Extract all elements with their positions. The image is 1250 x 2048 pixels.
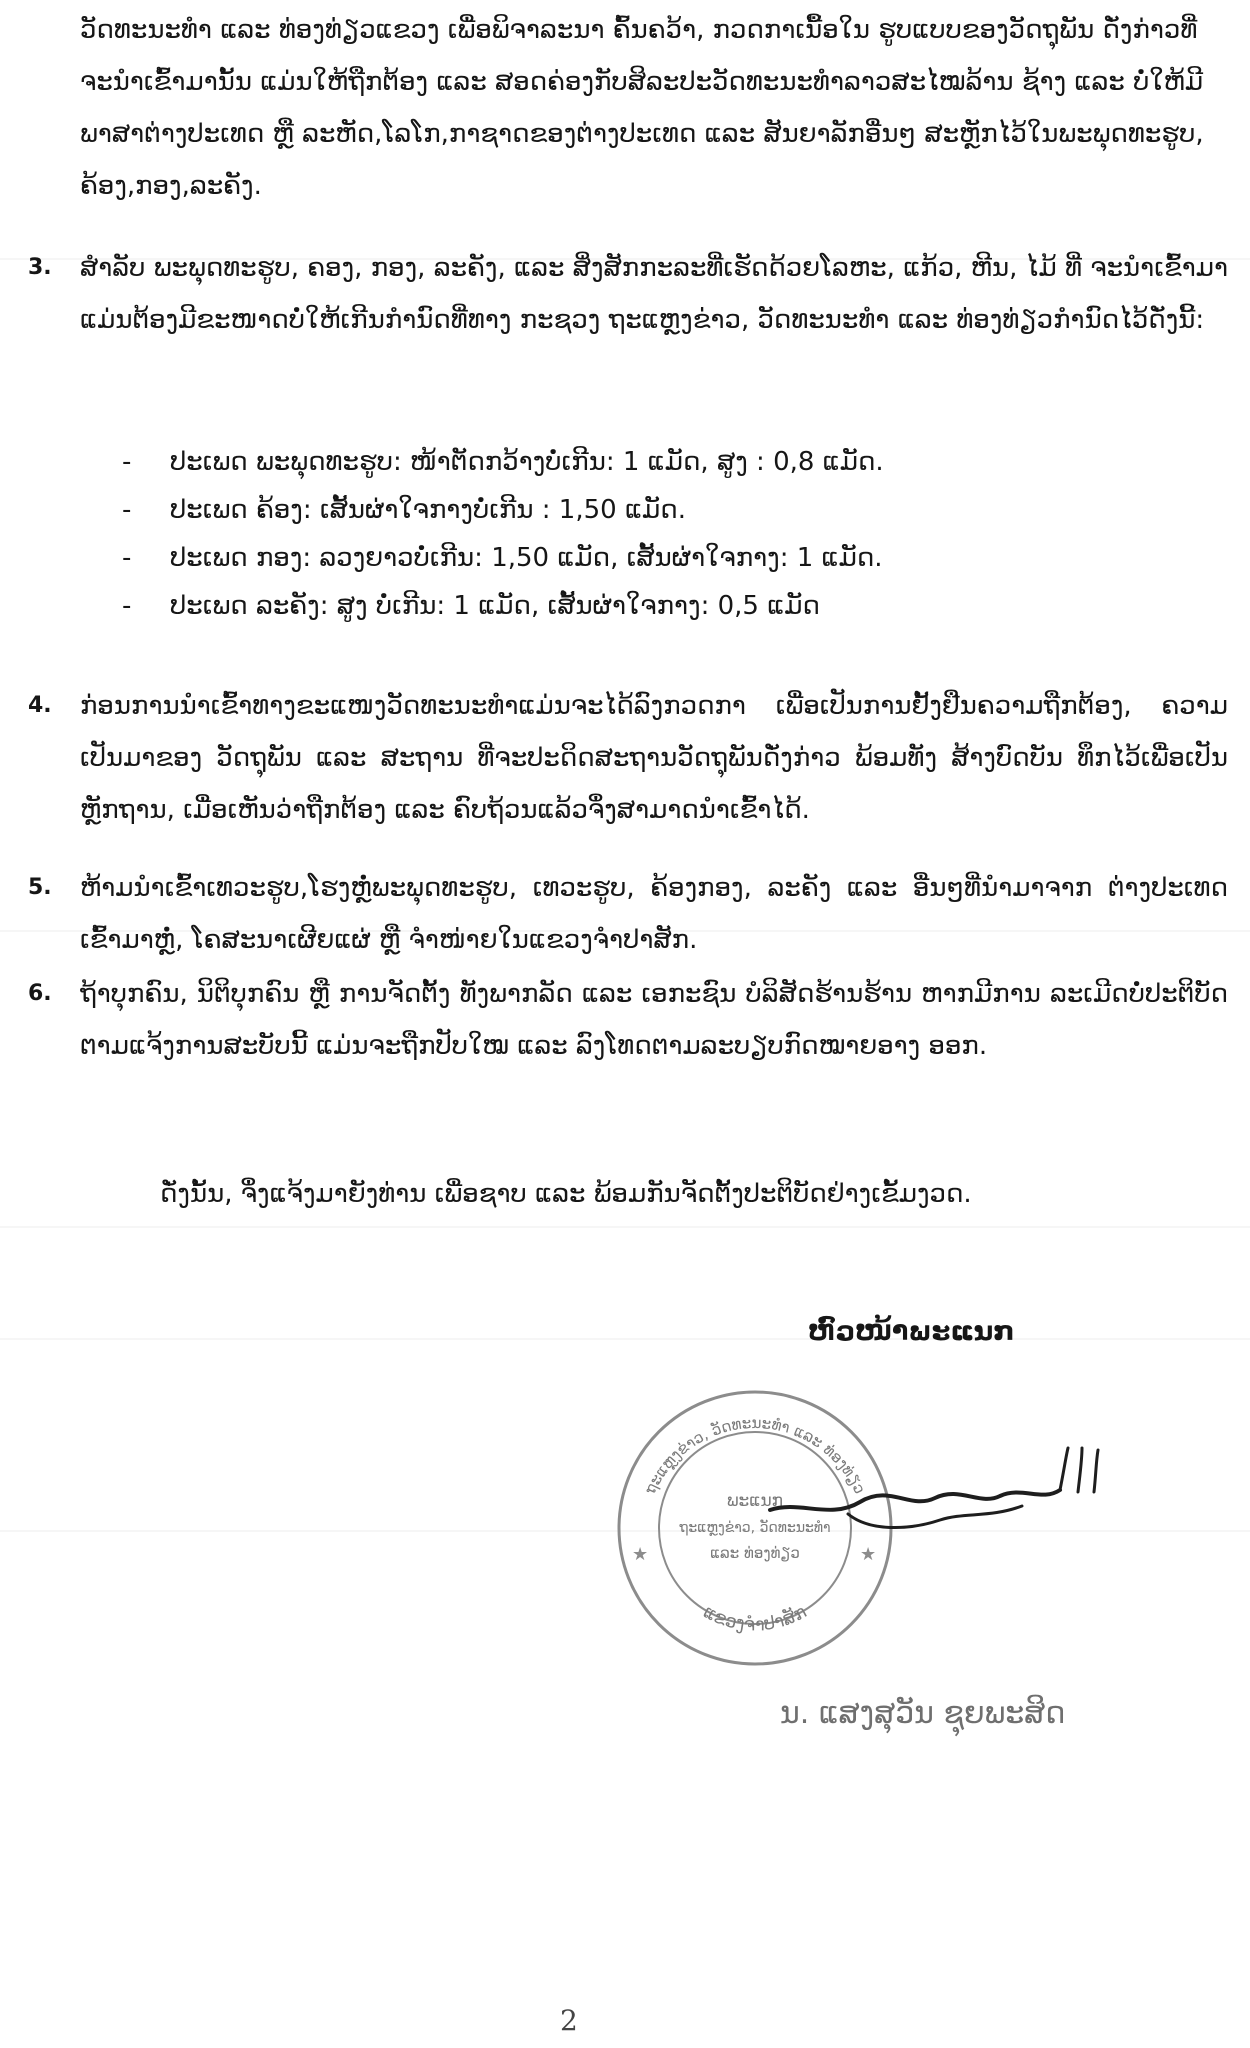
star-icon: ★ <box>860 1544 877 1565</box>
page-number: 2 <box>560 2004 578 2037</box>
item-number: 4. <box>28 693 52 718</box>
size-limit-gong: - ປະເພດ ຄ້ອງ: ເສັ້ນຜ່າໃຈກາງບໍ່ເກີນ : 1,50 ແມັດ. <box>122 486 1172 534</box>
stamp-bottom-text: ແຂວງຈຳປາສັກ <box>699 1601 811 1636</box>
scan-artifact <box>0 1226 1250 1228</box>
item-text: ກ່ອນການນຳເຂົ້າທາງຂະແໜງວັດທະນະທຳແມ່ນຈະໄດ້ລົງກວດກາ ເພື່ອເປັນການຢັ້ງຢືນຄວາມຖືກຕ້ອງ, ຄວາມເປັນມາຂອງ ວັດຖຸພັນ ແລະ ສະຖານ ທີ່ຈະປະດິດສະຖານວັດຖຸພັນດັ່ງກ່າວ ພ້ອມທັງ ສ້າງບົດບັນ ທຶກໄວ້ເພື່ອເປັນຫຼັກຖານ, ເມື່ອເຫັນວ່າຖືກຕ້ອງ ແລະ ຄົບຖ້ວນແລ້ວຈຶ່ງສາມາດນຳເຂົ້າໄດ້. <box>80 691 1228 825</box>
closing-statement: ດັ່ງນັ້ນ, ຈຶ່ງແຈ້ງມາຍັງທ່ານ ເພື່ອຊາບ ແລະ ພ້ອມກັນຈັດຕັ້ງປະຕິບັດຢ່າງເຂັ້ມງວດ. <box>160 1179 972 1209</box>
star-icon: ★ <box>632 1544 649 1565</box>
item-number: 5. <box>28 875 52 900</box>
signer-name: ນ. ແສງສຸວັນ ຊຸຍພະສິດ <box>780 1696 1066 1731</box>
item-text: ຖ້າບຸກຄົນ, ນິຕິບຸກຄົນ ຫຼື ການຈັດຕັ້ງ ທັງພາກລັດ ແລະ ເອກະຊົນ ບໍລິສັດຮ້ານຮ້ານ ຫາກມີການ ລະເມີດບໍ່ປະຕິບັດຕາມແຈ້ງການສະບັບນີ້ ແມ່ນຈະຖືກປັບໃໝ ແລະ ລົງໂທດຕາມລະບຽບກົດໝາຍອາງ ອອກ. <box>80 979 1228 1061</box>
list-item-4 <box>28 680 1228 836</box>
stamp-outer-text: ຖະແຫຼງຂ່າວ, ວັດທະນະທຳ ແລະ ທ່ອງທ່ຽວ <box>641 1413 869 1497</box>
stamp-center-line: ພະແນກ <box>726 1491 784 1511</box>
size-limit-list <box>122 438 1172 630</box>
stamp-center-line: ແລະ ທ່ອງທ່ຽວ <box>710 1544 800 1562</box>
stamp-center-line: ຖະແຫຼງຂ່າວ, ວັດທະນະທຳ <box>679 1520 831 1536</box>
list-item-6 <box>28 968 1228 1072</box>
item-number: 3. <box>28 255 52 280</box>
list-item-3 <box>28 242 1228 346</box>
item-number: 6. <box>28 981 52 1006</box>
lead-paragraph: ວັດທະນະທຳ ແລະ ທ່ອງທ່ຽວແຂວງ ເພື່ອພິຈາລະນາ ຄົ້ນຄວ້າ, ກວດກາເນື້ອໃນ ຮູບແບບຂອງວັດຖຸພັນ ດັ່ງກ່າວທີ່ຈະນຳເຂົ້າມານັ້ນ ແມ່ນໃຫ້ຖືກຕ້ອງ ແລະ ສອດຄ່ອງກັບສິລະປະວັດທະນະທຳລາວສະໄໝລ້ານ ຊ້າງ ແລະ ບໍ່ໃຫ້ມີພາສາຕ່າງປະເທດ ຫຼື ລະຫັດ,ໂລໂກ,ກາຊາດຂອງຕ່າງປະເທດ ແລະ ສັນຍາລັກອື່ນໆ ສະຫຼັກໄວ້ໃນພະພຸດທະຮູບ, ຄ້ອງ,ກອງ,ລະຄັງ. <box>80 15 1204 201</box>
scan-artifact <box>0 1338 1250 1340</box>
size-limit-drum: - ປະເພດ ກອງ: ລວງຍາວບໍ່ເກີນ: 1,50 ແມັດ, ເສັ້ນຜ່າໃຈກາງ: 1 ແມັດ. <box>122 534 1172 582</box>
signer-title: ຫົວໜ້າພະແນກ <box>808 1316 1015 1347</box>
list-item-5 <box>28 862 1228 966</box>
size-limit-buddha: - ປະເພດ ພະພຸດທະຮູບ: ໜ້າຕັດກວ້າງບໍ່ເກີນ: 1 ແມັດ, ສູງ : 0,8 ແມັດ. <box>122 438 1172 486</box>
item-text: ຫ້າມນຳເຂົ້າເທວະຮູບ,ໂຮງຫຼໍ່ພະພຸດທະຮູບ, ເທວະຮູບ, ຄ້ອງກອງ, ລະຄັງ ແລະ ອື່ນໆທີ່ນຳມາຈາກ ຕ່າງປະເທດເຂົ້າມາຫຼໍ່, ໂຄສະນາເຜີຍແຜ່ ຫຼື ຈຳໜ່າຍໃນແຂວງຈຳປາສັກ. <box>80 873 1228 955</box>
item-text: ສຳລັບ ພະພຸດທະຮູບ, ຄອງ, ກອງ, ລະຄັງ, ແລະ ສິ່ງສັກກະລະທີ່ເຮັດດ້ວຍໂລຫະ, ແກ້ວ, ຫີນ, ໄມ້ ທີ່ ຈະນຳເຂົ້າມາແມ່ນຕ້ອງມີຂະໜາດບໍ່ໃຫ້ເກີນກຳນົດທີ່ທາງ ກະຊວງ ຖະແຫຼງຂ່າວ, ວັດທະນະທຳ ແລະ ທ່ອງທ່ຽວກຳນົດໄວ້ດັ່ງນີ້: <box>80 253 1228 335</box>
size-limit-bell: - ປະເພດ ລະຄັງ: ສູງ ບໍ່ເກີນ: 1 ແມັດ, ເສັ້ນຜ່າໃຈກາງ: 0,5 ແມັດ <box>122 582 1172 630</box>
handwritten-signature <box>760 1440 1120 1560</box>
